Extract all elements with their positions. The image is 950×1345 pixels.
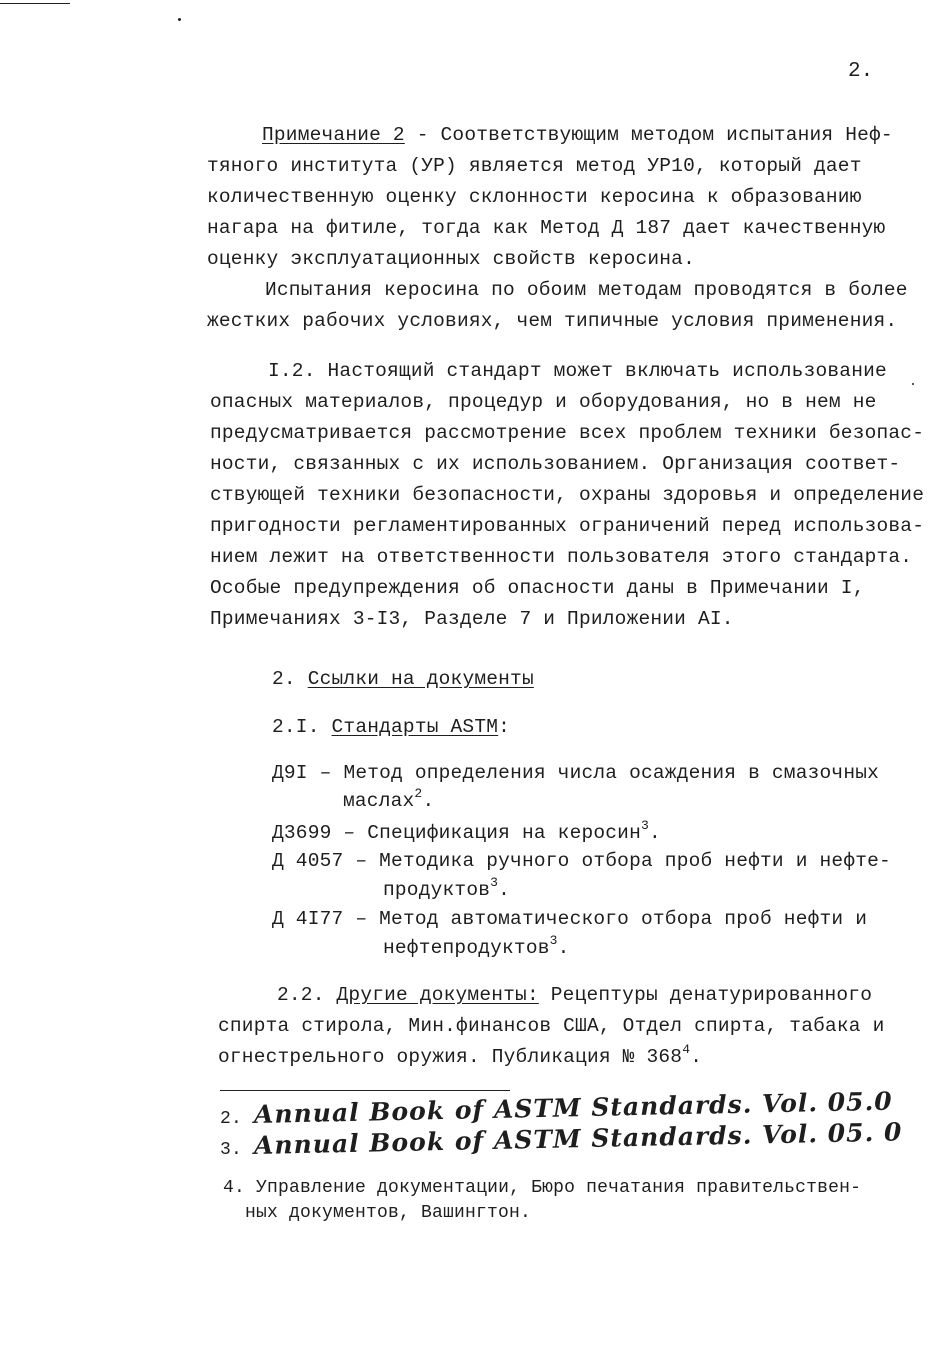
footnote-number: 2. xyxy=(220,1109,243,1129)
note2-line-4: нагара на фитиле, тогда как Метод Д 187 дает качественную xyxy=(207,217,886,239)
reference-d4057-line-1 xyxy=(272,850,891,872)
para-1-2-line-1: I.2. Настоящий стандарт может включать использование xyxy=(268,360,887,382)
section-2-1-title: Стандарты ASTM xyxy=(331,716,499,738)
tests-line-2: жестких рабочих условиях, чем типичные условия применения. xyxy=(207,310,898,332)
reference-dash: – xyxy=(319,762,332,784)
para-1-2-line-6: пригодности регламентированных ограничений перед использова- xyxy=(210,515,925,537)
para-1-2-line-3: предусматривается рассмотрение всех проблем техники безопас- xyxy=(210,422,925,444)
section-2-heading xyxy=(272,668,534,690)
reference-code: Д 4057 xyxy=(272,850,344,872)
footnote-ref: 4 xyxy=(682,1042,691,1057)
note2-line-2: тяного института (УР) является метод УР10, который дает xyxy=(207,155,862,177)
handwritten-footnote-text: Annual Book of ASTM Standards. Vol. 05. 0 xyxy=(253,1117,903,1160)
footnote-text: Управление документации, Бюро печатания правительствен- xyxy=(256,1178,862,1198)
section-2-title: Ссылки на документы xyxy=(307,668,534,690)
para-1-2-line-5: ствующей техники безопасности, охраны здоровья и определение xyxy=(210,484,925,506)
para-1-2-line-9: Примечаниях 3-I3, Разделе 7 и Приложении AI. xyxy=(210,608,734,630)
footnote-ref: 2 xyxy=(414,786,423,801)
note2-line-5: оценку эксплуатационных свойств керосина. xyxy=(207,248,695,270)
scan-edge-line xyxy=(0,3,70,4)
reference-text-cont: маслах xyxy=(343,790,415,812)
footnote-separator xyxy=(220,1090,510,1091)
reference-end: . xyxy=(498,879,511,901)
reference-text: Спецификация на керосин xyxy=(367,822,641,844)
section-2-2-number: 2.2. xyxy=(277,984,325,1006)
para-1-2-line-4: ности, связанных с их использованием. Организация соответ- xyxy=(210,453,901,475)
reference-end: . xyxy=(649,822,661,844)
footnote-ref: 3 xyxy=(549,933,558,948)
note2-text: - Соответствующим методом испытания Неф- xyxy=(404,124,893,146)
footnote-ref: 3 xyxy=(640,818,649,833)
reference-d91-line-2 xyxy=(343,786,435,812)
footnote-4-line-1 xyxy=(223,1178,861,1198)
reference-end: . xyxy=(422,790,435,812)
note2-line-3: количественную оценку склонности керосина к образованию xyxy=(207,186,862,208)
section-2-2-end: . xyxy=(690,1046,703,1068)
para-1-2-line-8: Особые предупреждения об опасности даны в Примечании I, xyxy=(210,577,865,599)
section-2-1-number: 2.I. xyxy=(272,716,320,738)
footnote-number: 3. xyxy=(220,1140,243,1160)
section-2-2-line-3 xyxy=(218,1042,703,1068)
tests-line-1: Испытания керосина по обоим методам проводятся в более xyxy=(265,279,908,301)
reference-text-cont: продуктов xyxy=(383,879,491,901)
footnote-number: 4. xyxy=(223,1178,246,1198)
reference-text: Метод определения числа осаждения в смазочных xyxy=(343,762,880,784)
note2-label: Примечание 2 xyxy=(262,124,405,146)
footnote-3 xyxy=(220,1117,903,1160)
page-number: 2. xyxy=(848,60,874,83)
reference-dash: – xyxy=(355,908,368,930)
reference-dash: – xyxy=(343,822,356,844)
scan-dot xyxy=(912,383,914,385)
section-2-1-colon: : xyxy=(498,716,511,738)
note2-line-1 xyxy=(262,124,893,146)
reference-d4177-line-1 xyxy=(272,908,867,930)
section-2-2-line-1 xyxy=(277,984,872,1006)
section-2-2-line-2: спирта стирола, Мин.финансов США, Отдел спирта, табака и xyxy=(218,1015,885,1037)
section-2-number: 2. xyxy=(272,668,296,690)
section-2-1-heading xyxy=(272,716,510,738)
reference-d3699 xyxy=(272,818,661,844)
reference-text: Метод автоматического отбора проб нефти и xyxy=(379,908,868,930)
reference-dash: – xyxy=(355,850,368,872)
reference-code: Д 4I77 xyxy=(272,908,344,930)
scan-dot xyxy=(178,18,181,21)
reference-code: Д9I xyxy=(272,762,308,784)
reference-d4057-line-2 xyxy=(383,875,511,901)
para-1-2-line-7: нием лежит на ответственности пользователя этого стандарта. xyxy=(210,546,913,568)
footnote-ref: 3 xyxy=(490,875,499,890)
section-2-2-title: Другие документы: xyxy=(336,984,539,1006)
reference-d91-line-1 xyxy=(272,762,879,784)
reference-code: Д3699 xyxy=(272,822,332,844)
para-1-2-line-2: опасных материалов, процедур и оборудования, но в нем не xyxy=(210,391,877,413)
reference-d4177-line-2 xyxy=(383,933,570,959)
reference-end: . xyxy=(557,937,570,959)
section-2-2-text: Рецептуры денатурированного xyxy=(538,984,873,1006)
handwritten-footnote-text: Annual Book of ASTM Standards. Vol. 05.0 xyxy=(253,1086,893,1129)
footnote-4-line-2: ных документов, Вашингтон. xyxy=(245,1203,532,1223)
reference-text-cont: нефтепродуктов xyxy=(383,937,550,959)
reference-text: Методика ручного отбора проб нефти и нефте- xyxy=(379,850,891,872)
section-2-2-text-end: огнестрельного оружия. Публикация № 368 xyxy=(218,1046,683,1068)
